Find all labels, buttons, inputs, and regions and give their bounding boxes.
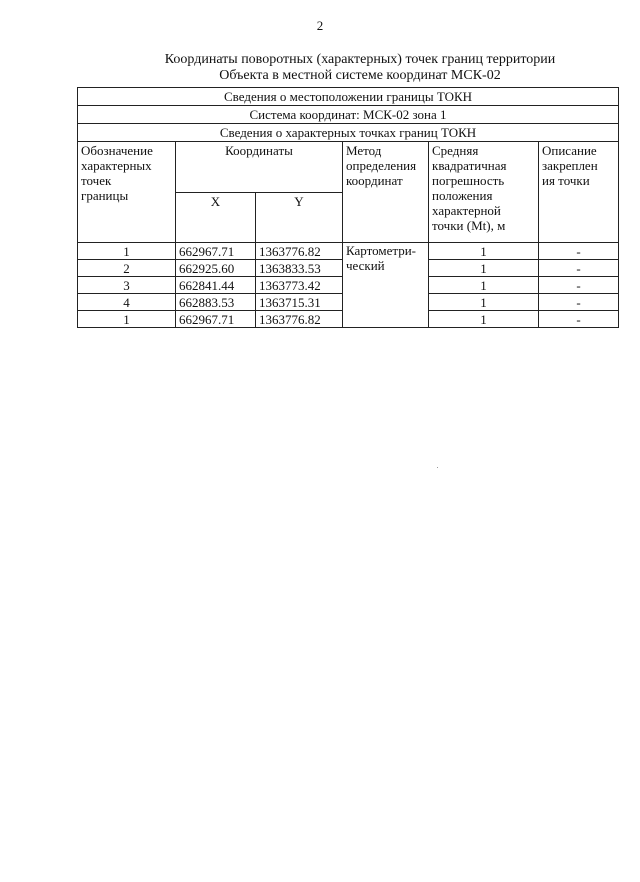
y-cell: 1363776.82 [256,243,343,260]
scan-speck [437,467,438,468]
section-row [78,124,619,142]
y-cell: 1363833.53 [256,260,343,277]
point-cell: 2 [78,260,176,277]
header-line: Обозначение [81,143,153,158]
error-cell: 1 [429,243,539,260]
title-line-2: Объекта в местной системе координат МСК-02 [219,68,501,83]
method-cell [343,243,429,328]
table-row [78,243,619,260]
point-cell: 4 [78,294,176,311]
header-line: погрешность [432,173,505,188]
x-cell: 662925.60 [176,260,256,277]
section-points-header: Сведения о характерных точках границ ТОКН [78,124,619,142]
section-row [78,106,619,124]
header-line: границы [81,188,129,203]
coordinates-header: Координаты [176,142,343,193]
error-cell: 1 [429,311,539,328]
header-line: Средняя [432,143,479,158]
point-cell: 1 [78,243,176,260]
y-cell: 1363776.82 [256,311,343,328]
x-header: X [176,192,256,243]
description-cell: - [539,311,619,328]
header-line: Описание [542,143,597,158]
method-line: Картометри- [346,243,416,258]
header-line: определения [346,158,417,173]
description-cell: - [539,294,619,311]
header-line: закреплен [542,158,598,173]
x-cell: 662883.53 [176,294,256,311]
section-system-header: Система координат: МСК-02 зона 1 [78,106,619,124]
page-number: 2 [316,18,324,33]
column-header-row [78,142,619,193]
header-line: ия точки [542,173,590,188]
y-header: Y [256,192,343,243]
description-cell: - [539,243,619,260]
boundary-points-table [77,87,619,328]
error-cell: 1 [429,294,539,311]
header-line: характерной [432,203,501,218]
header-line: положения [432,188,493,203]
section-location-header: Сведения о местоположении границы ТОКН [78,88,619,106]
method-line: ческий [346,258,385,273]
header-line: точек [81,173,112,188]
description-header [539,142,619,243]
x-cell: 662967.71 [176,311,256,328]
x-cell: 662841.44 [176,277,256,294]
header-line: Метод [346,143,382,158]
y-cell: 1363773.42 [256,277,343,294]
y-cell: 1363715.31 [256,294,343,311]
header-line: точки (Mt), м [432,218,506,233]
description-cell: - [539,260,619,277]
description-cell: - [539,277,619,294]
header-line: квадратичная [432,158,507,173]
method-header [343,142,429,243]
point-cell: 1 [78,311,176,328]
x-cell: 662967.71 [176,243,256,260]
title-line-1: Координаты поворотных (характерных) точек границ территории [164,52,556,67]
header-line: координат [346,173,403,188]
designation-header [78,142,176,243]
error-cell: 1 [429,260,539,277]
error-cell: 1 [429,277,539,294]
point-cell: 3 [78,277,176,294]
document-title [100,52,620,84]
error-header [429,142,539,243]
header-line: характерных [81,158,152,173]
section-row [78,88,619,106]
